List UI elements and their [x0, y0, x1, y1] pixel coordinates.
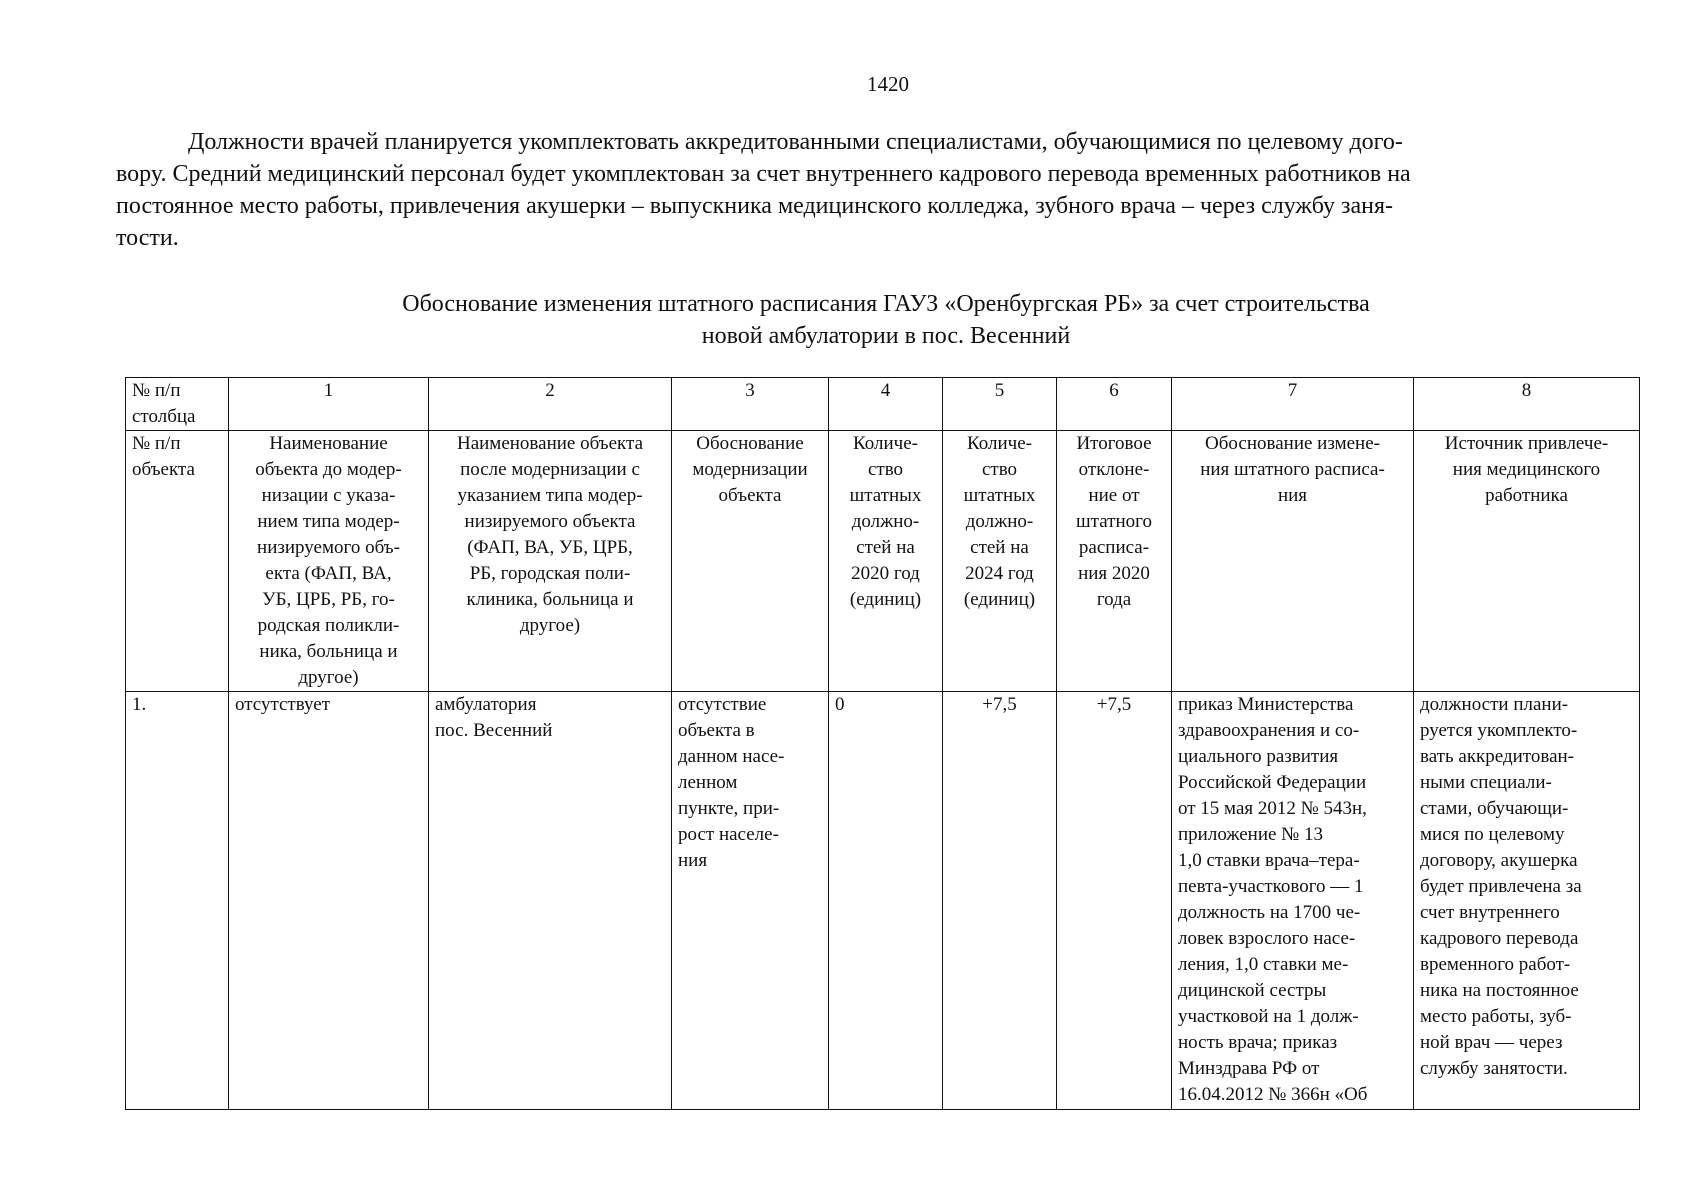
cell-line: будет привлечена за: [1420, 876, 1582, 897]
cell-line: года: [1096, 589, 1132, 610]
cell-total-deviation: +7,5: [1057, 692, 1172, 1110]
header-worker-source: [1414, 431, 1640, 692]
cell-line: рост населе-: [678, 824, 779, 845]
table-title-line-1: Обоснование изменения штатного расписания ГАУЗ «Оренбургская РБ» за счет строительства: [402, 291, 1370, 317]
cell-line: ления, 1,0 ставки ме-: [1178, 954, 1349, 975]
cell-line: ния: [1277, 485, 1308, 506]
cell-line: екта (ФАП, ВА,: [265, 563, 392, 584]
column-number: 2: [429, 378, 672, 431]
cell-line: ленном: [678, 772, 738, 793]
intro-line: Должности врачей планируется укомплектовать аккредитованными специалистами, обучающимися по целевому дого-: [188, 129, 1403, 155]
intro-line: постоянное место работы, привлечения акушерки – выпускника медицинского колледжа, зубного врача – через службу заня-: [116, 193, 1393, 219]
cell-worker-source: [1414, 692, 1640, 1110]
cell-line: нием типа модер-: [257, 511, 400, 532]
cell-line: ние от: [1088, 485, 1140, 506]
header-object-number: [126, 431, 229, 692]
column-number: 5: [943, 378, 1057, 431]
cell-line: ника, больница и: [259, 641, 398, 662]
intro-line: тости.: [116, 225, 179, 251]
cell-line: участковой на 1 долж-: [1178, 1006, 1359, 1027]
cell-object-number: 1.: [126, 692, 229, 1110]
cell-line: штатных: [849, 485, 922, 506]
cell-line: Наименование: [269, 433, 388, 454]
cell-line: работника: [1485, 485, 1568, 506]
cell-line: ство: [981, 459, 1018, 480]
cell-line: стами, обучающи-: [1420, 798, 1569, 819]
cell-line: дицинской сестры: [1178, 980, 1327, 1001]
cell-line: 1,0 ставки врача–тера-: [1178, 850, 1360, 871]
cell-line: стей на: [856, 537, 915, 558]
table-title: [116, 288, 1656, 352]
column-number-label: № п/п столбца: [126, 378, 229, 431]
column-number-row: [126, 378, 1640, 431]
cell-line: амбулатория: [435, 694, 537, 715]
cell-line: отсутствие: [678, 694, 767, 715]
cell-line: другое): [519, 615, 581, 636]
cell-line: РБ, городская поли-: [469, 563, 631, 584]
cell-line: должности плани-: [1420, 694, 1569, 715]
cell-line: место работы, зуб-: [1420, 1006, 1572, 1027]
cell-line: мися по целевому: [1420, 824, 1565, 845]
cell-line: певта-участкового — 1: [1178, 876, 1364, 897]
cell-line: 2020 год: [851, 563, 920, 584]
cell-line: родская поликли-: [257, 615, 400, 636]
cell-positions-2024: +7,5: [943, 692, 1057, 1110]
cell-line: (единиц): [849, 589, 922, 610]
cell-line: от 15 мая 2012 № 543н,: [1178, 798, 1367, 819]
cell-line: Количе-: [967, 433, 1032, 454]
cell-line: ство: [867, 459, 904, 480]
cell-line: пос. Весенний: [435, 720, 553, 741]
cell-line: клиника, больница и: [466, 589, 634, 610]
cell-line: здравоохранения и со-: [1178, 720, 1360, 741]
column-number: 8: [1414, 378, 1640, 431]
cell-line: после модернизации с: [460, 459, 640, 480]
cell-line: объекта до модер-: [255, 459, 402, 480]
cell-schedule-justification: [1172, 692, 1414, 1110]
cell-line: (ФАП, ВА, УБ, ЦРБ,: [467, 537, 633, 558]
cell-line: договору, акушерка: [1420, 850, 1578, 871]
cell-line: должность на 1700 че-: [1178, 902, 1361, 923]
cell-justification: [672, 692, 829, 1110]
page-number: 1420: [867, 72, 909, 96]
cell-line: должно-: [851, 511, 920, 532]
cell-line: приказ Министерства: [1178, 694, 1354, 715]
cell-line: 16.04.2012 № 366н «Об: [1178, 1084, 1368, 1105]
cell-line: ность врача; приказ: [1178, 1032, 1338, 1053]
cell-line: счет внутреннего: [1420, 902, 1560, 923]
cell-line: Минздрава РФ от: [1178, 1058, 1320, 1079]
cell-line: Обоснование: [696, 433, 804, 454]
cell-line: низируемого объ-: [257, 537, 400, 558]
cell-line: УБ, ЦРБ, РБ, го-: [262, 589, 395, 610]
cell-line: стей на: [970, 537, 1029, 558]
header-schedule-justification: [1172, 431, 1414, 692]
cell-line: руется укомплекто-: [1420, 720, 1578, 741]
cell-line: другое): [298, 667, 359, 688]
cell-line: (единиц): [963, 589, 1036, 610]
cell-line: ника на постоянное: [1420, 980, 1579, 1001]
cell-line: службу занятости.: [1420, 1058, 1568, 1079]
column-number: 3: [672, 378, 829, 431]
column-number: 6: [1057, 378, 1172, 431]
column-number: 4: [829, 378, 943, 431]
cell-line: модернизации: [692, 459, 808, 480]
cell-line: 2024 год: [965, 563, 1034, 584]
cell-line: Итоговое: [1076, 433, 1152, 454]
cell-line: объекта: [718, 485, 782, 506]
intro-paragraph: [116, 126, 1656, 254]
column-number: 7: [1172, 378, 1414, 431]
cell-line: ной врач — через: [1420, 1032, 1563, 1053]
cell-line: ния медицинского: [1452, 459, 1601, 480]
cell-line: Российской Федерации: [1178, 772, 1367, 793]
cell-line: объекта: [132, 459, 195, 480]
cell-name-after: [429, 692, 672, 1110]
cell-line: низации с указа-: [261, 485, 396, 506]
header-positions-2020: [829, 431, 943, 692]
cell-line: ния: [678, 850, 708, 871]
header-positions-2024: [943, 431, 1057, 692]
cell-line: вать аккредитован-: [1420, 746, 1574, 767]
cell-name-before: отсутствует: [229, 692, 429, 1110]
cell-line: Источник привлече-: [1444, 433, 1609, 454]
cell-line: № п/п: [132, 433, 181, 454]
cell-line: приложение № 13: [1178, 824, 1324, 845]
column-number: 1: [229, 378, 429, 431]
table-title-line-2: новой амбулатории в пос. Весенний: [701, 323, 1071, 349]
header-justification: [672, 431, 829, 692]
cell-line: отклоне-: [1078, 459, 1150, 480]
cell-line: циального развития: [1178, 746, 1339, 767]
cell-line: расписа-: [1078, 537, 1150, 558]
cell-line: низируемого объекта: [464, 511, 636, 532]
cell-line: объекта в: [678, 720, 755, 741]
cell-line: Количе-: [853, 433, 918, 454]
header-row: [126, 431, 1640, 692]
cell-line: должно-: [965, 511, 1034, 532]
cell-line: временного работ-: [1420, 954, 1571, 975]
cell-line: ловек взрослого насе-: [1178, 928, 1356, 949]
cell-line: данном насе-: [678, 746, 785, 767]
cell-line: указанием типа модер-: [457, 485, 643, 506]
cell-line: ными специали-: [1420, 772, 1552, 793]
cell-line: Наименование объекта: [456, 433, 644, 454]
cell-line: кадрового перевода: [1420, 928, 1579, 949]
cell-line: Обоснование измене-: [1205, 433, 1380, 454]
cell-positions-2020: 0: [829, 692, 943, 1110]
table-row: [126, 692, 1640, 1110]
header-total-deviation: [1057, 431, 1172, 692]
staffing-table: [125, 377, 1640, 1110]
cell-line: пункте, при-: [678, 798, 780, 819]
cell-line: штатного: [1076, 511, 1152, 532]
cell-line: ния 2020: [1078, 563, 1150, 584]
header-name-after: [429, 431, 672, 692]
cell-line: штатных: [963, 485, 1036, 506]
intro-line: вору. Средний медицинский персонал будет укомплектован за счет внутреннего кадрового перевода временных работников на: [116, 161, 1411, 187]
header-name-before: [229, 431, 429, 692]
cell-line: ния штатного расписа-: [1200, 459, 1385, 480]
